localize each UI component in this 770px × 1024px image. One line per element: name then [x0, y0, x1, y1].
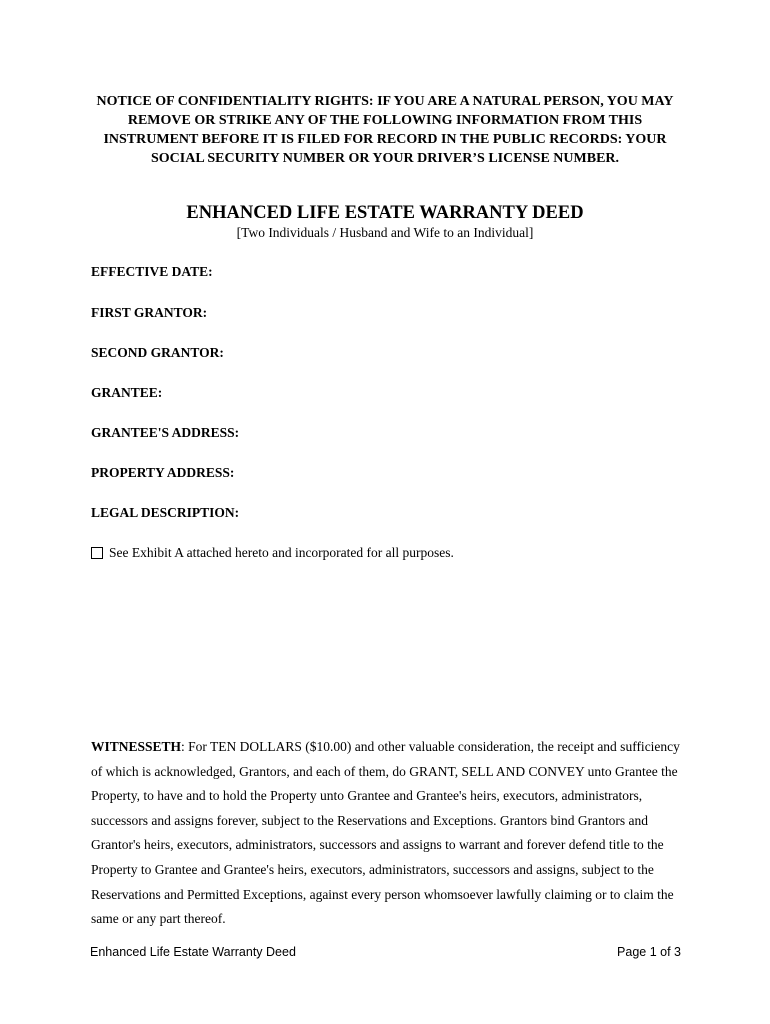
- page-footer: [90, 944, 681, 960]
- grantee-field: [91, 384, 168, 402]
- property-address-field: [91, 464, 240, 482]
- second-grantor-label: SECOND GRANTOR:: [91, 345, 224, 360]
- witnesseth-text: : For TEN DOLLARS ($10.00) and other valuable consideration, the receipt and sufficiency of which is acknowledged, Grantors, and each of them, do GRANT, SELL AND CONVEY unto Grantee the Property, to have and to hold the Property unto Grantee and Grantee's heirs, executors, administrators, successors and assigns forever, subject to the Reservations and Exceptions. Grantors bind Grantors and Grantor's heirs, executors, administrators, successors and assigns to warrant and forever defend title to the Property to Grantee and Grantee's heirs, executors, administrators, successors and assigns, subject to the Reservations and Permitted Exceptions, against every person whomsoever lawfully claiming or to claim the same or any part thereof.: [91, 739, 680, 927]
- exhibit-a-checkbox[interactable]: [91, 547, 103, 559]
- legal-description-field: [91, 504, 245, 522]
- document-subtitle: [Two Individuals / Husband and Wife to an Individual]: [236, 225, 534, 240]
- witnesseth-heading: WITNESSETH: [91, 739, 182, 754]
- grantee-address-field: [91, 424, 245, 442]
- witnesseth-paragraph: [91, 735, 683, 932]
- property-address-label: PROPERTY ADDRESS:: [91, 465, 235, 480]
- effective-date-label: EFFECTIVE DATE:: [91, 264, 213, 279]
- grantee-label: GRANTEE:: [91, 385, 163, 400]
- footer-document-name: Enhanced Life Estate Warranty Deed: [90, 945, 296, 959]
- exhibit-a-label: See Exhibit A attached hereto and incorporated for all purposes.: [109, 545, 454, 560]
- document-title: ENHANCED LIFE ESTATE WARRANTY DEED: [186, 203, 584, 223]
- exhibit-a-option: [91, 544, 454, 562]
- legal-description-label: LEGAL DESCRIPTION:: [91, 505, 240, 520]
- page-number: Page 1 of 3: [617, 945, 681, 959]
- second-grantor-field: [91, 344, 230, 362]
- confidentiality-notice: NOTICE OF CONFIDENTIALITY RIGHTS: IF YOU ARE A NATURAL PERSON, YOU MAY REMOVE OR STRIKE ANY OF THE FOLLOWING INFORMATION FROM THIS INSTRUMENT BEFORE IT IS FILED FOR RECORD IN THE PUBLIC RECORDS: YOUR SOCIAL SECURITY NUMBER OR YOUR DRIVER’S LICENSE NUMBER.: [96, 94, 674, 166]
- effective-date-field: [91, 263, 219, 281]
- first-grantor-label: FIRST GRANTOR:: [91, 305, 208, 320]
- grantee-address-label: GRANTEE'S ADDRESS:: [91, 425, 240, 440]
- first-grantor-field: [91, 304, 213, 322]
